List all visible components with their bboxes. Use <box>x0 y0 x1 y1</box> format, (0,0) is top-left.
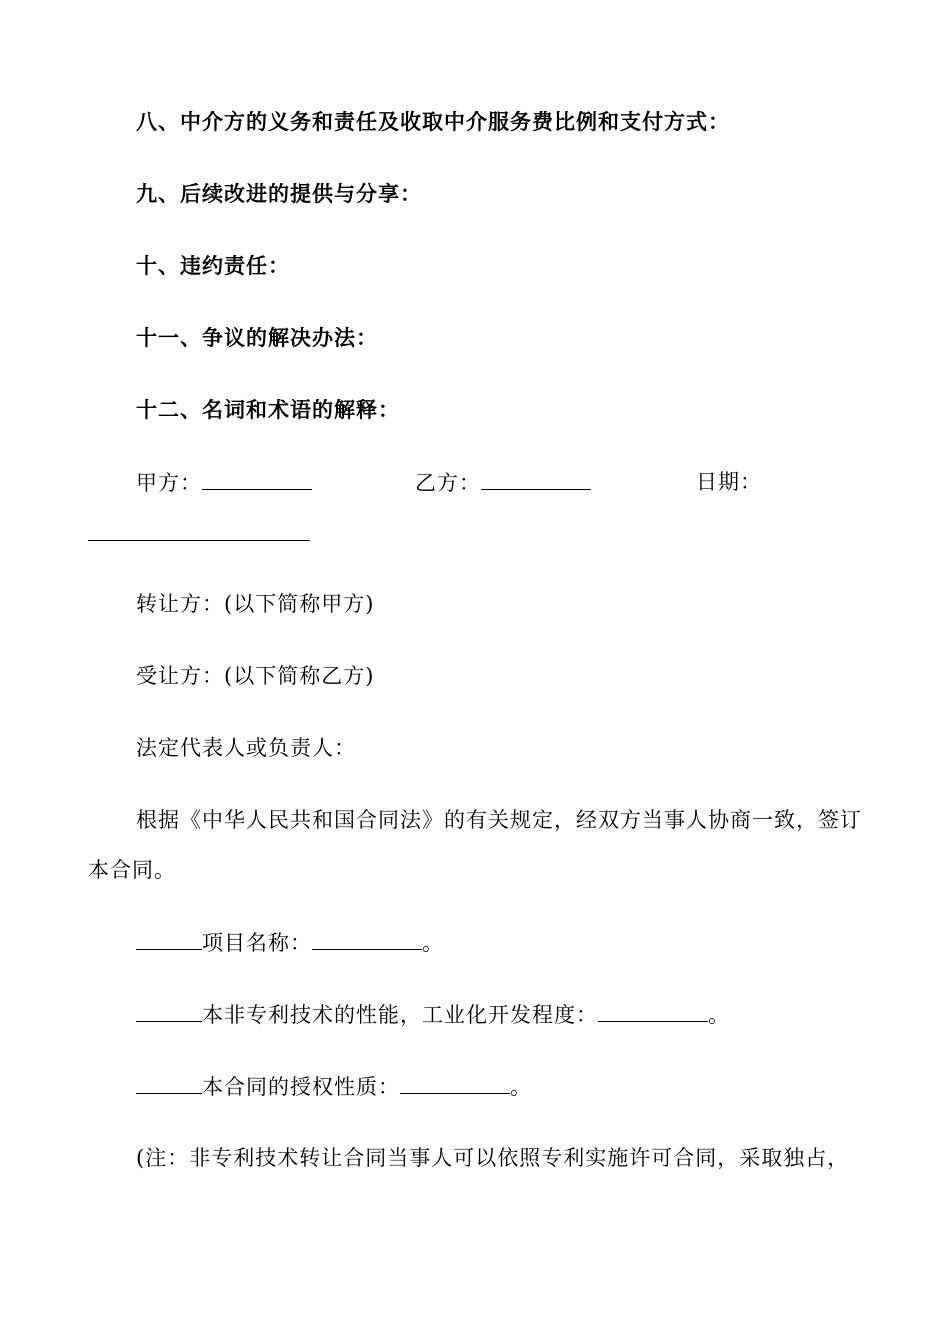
transferor-line: 转让方：(以下简称甲方) <box>136 592 375 616</box>
authorization-blank <box>400 1071 510 1094</box>
section-heading-8: 八、中介方的义务和责任及收取中介服务费比例和支付方式： <box>136 109 730 134</box>
party-b-label: 乙方： <box>415 471 481 495</box>
performance-label: 本非专利技术的性能，工业化开发程度： <box>202 1003 598 1027</box>
contract-basis-line-1: 根据《中华人民共和国合同法》的有关规定，经双方当事人协商一致，签订 <box>136 808 862 832</box>
authorization-line <box>136 1071 532 1102</box>
party-a-blank <box>202 467 312 490</box>
period-mark: 。 <box>708 1003 730 1027</box>
section-heading-9: 九、后续改进的提供与分享： <box>136 181 422 206</box>
transferee-line: 受让方：(以下简称乙方) <box>136 664 375 688</box>
item-number-blank <box>136 999 202 1022</box>
item-number-blank <box>136 1071 202 1094</box>
period-mark: 。 <box>510 1075 532 1099</box>
section-heading-12: 十二、名词和术语的解释： <box>136 397 400 422</box>
section-heading-11: 十一、争议的解决办法： <box>136 325 378 350</box>
performance-line <box>136 999 730 1030</box>
party-a-signature <box>136 467 312 498</box>
project-name-line <box>136 927 444 958</box>
date-blank <box>88 540 310 541</box>
period-mark: 。 <box>422 931 444 955</box>
legal-representative-line: 法定代表人或负责人： <box>136 736 356 760</box>
date-label: 日期： <box>696 470 762 494</box>
note-line: (注：非专利技术转让合同当事人可以依照专利实施许可合同，采取独占， <box>136 1146 850 1170</box>
performance-blank <box>598 999 708 1022</box>
authorization-label: 本合同的授权性质： <box>202 1075 400 1099</box>
project-name-blank <box>312 927 422 950</box>
date-signature <box>696 467 762 497</box>
item-number-blank <box>136 927 202 950</box>
section-heading-10: 十、违约责任： <box>136 253 290 278</box>
party-b-blank <box>481 467 591 490</box>
contract-basis-line-2: 本合同。 <box>88 858 176 882</box>
party-b-signature <box>415 467 591 498</box>
party-a-label: 甲方： <box>136 471 202 495</box>
project-name-label: 项目名称： <box>202 931 312 955</box>
